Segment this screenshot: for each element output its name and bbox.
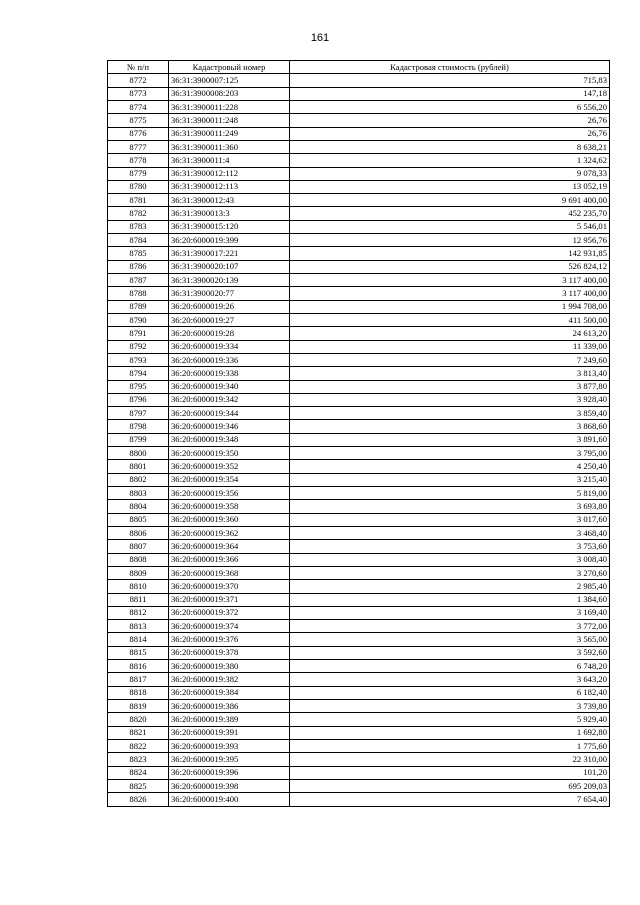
cadastral-number-cell: 36:20:6000019:396	[169, 766, 290, 779]
cadastral-value-cell: 7 654,40	[290, 793, 610, 806]
row-number-cell: 8779	[108, 167, 169, 180]
cadastral-value-cell: 3 117 400,00	[290, 274, 610, 287]
cadastral-value-cell: 8 638,21	[290, 140, 610, 153]
cadastral-number-cell: 36:20:6000019:399	[169, 234, 290, 247]
row-number-cell: 8811	[108, 593, 169, 606]
table-row	[108, 274, 610, 287]
row-number-cell: 8780	[108, 180, 169, 193]
table-row	[108, 74, 610, 87]
cadastral-number-cell: 36:20:6000019:366	[169, 553, 290, 566]
cadastral-value-cell: 7 249,60	[290, 353, 610, 366]
cadastral-number-cell: 36:31:3900012:112	[169, 167, 290, 180]
row-number-cell: 8826	[108, 793, 169, 806]
cadastral-number-cell: 36:20:6000019:346	[169, 420, 290, 433]
table-row	[108, 327, 610, 340]
cadastral-value-cell: 3 643,20	[290, 673, 610, 686]
cadastral-number-cell: 36:31:3900011:248	[169, 114, 290, 127]
row-number-cell: 8798	[108, 420, 169, 433]
row-number-cell: 8823	[108, 753, 169, 766]
cadastral-value-cell: 3 739,80	[290, 700, 610, 713]
cadastral-number-cell: 36:20:6000019:358	[169, 500, 290, 513]
table-row	[108, 407, 610, 420]
table-row	[108, 220, 610, 233]
row-number-cell: 8777	[108, 140, 169, 153]
table-row	[108, 393, 610, 406]
table-row	[108, 739, 610, 752]
row-number-cell: 8772	[108, 74, 169, 87]
cadastral-number-cell: 36:20:6000019:360	[169, 513, 290, 526]
cadastral-value-cell: 3 169,40	[290, 606, 610, 619]
cadastral-value-cell: 9 691 400,00	[290, 194, 610, 207]
cadastral-number-cell: 36:20:6000019:398	[169, 779, 290, 792]
row-number-cell: 8819	[108, 700, 169, 713]
cadastral-value-cell: 3 795,00	[290, 447, 610, 460]
cadastral-number-cell: 36:20:6000019:342	[169, 393, 290, 406]
cadastral-number-cell: 36:20:6000019:26	[169, 300, 290, 313]
table-row	[108, 713, 610, 726]
cadastral-number-cell: 36:20:6000019:376	[169, 633, 290, 646]
table-row	[108, 553, 610, 566]
cadastral-number-cell: 36:20:6000019:368	[169, 566, 290, 579]
cadastral-number-cell: 36:20:6000019:391	[169, 726, 290, 739]
table-row	[108, 540, 610, 553]
table-row	[108, 247, 610, 260]
row-number-cell: 8807	[108, 540, 169, 553]
cadastral-number-cell: 36:20:6000019:344	[169, 407, 290, 420]
table-row	[108, 380, 610, 393]
row-number-cell: 8804	[108, 500, 169, 513]
cadastral-value-cell: 3 928,40	[290, 393, 610, 406]
row-number-cell: 8813	[108, 620, 169, 633]
cadastral-value-cell: 3 565,00	[290, 633, 610, 646]
row-number-cell: 8825	[108, 779, 169, 792]
cadastral-value-cell: 24 613,20	[290, 327, 610, 340]
table-row	[108, 593, 610, 606]
row-number-cell: 8818	[108, 686, 169, 699]
cadastral-number-cell: 36:20:6000019:378	[169, 646, 290, 659]
row-number-cell: 8778	[108, 154, 169, 167]
cadastral-number-cell: 36:20:6000019:334	[169, 340, 290, 353]
cadastral-number-cell: 36:20:6000019:352	[169, 460, 290, 473]
table-row	[108, 433, 610, 446]
row-number-cell: 8808	[108, 553, 169, 566]
cadastral-number-cell: 36:31:3900020:139	[169, 274, 290, 287]
table-row	[108, 140, 610, 153]
cadastral-number-cell: 36:20:6000019:389	[169, 713, 290, 726]
cadastral-value-cell: 1 994 708,00	[290, 300, 610, 313]
table-row	[108, 500, 610, 513]
cadastral-value-cell: 715,83	[290, 74, 610, 87]
row-number-cell: 8797	[108, 407, 169, 420]
row-number-cell: 8816	[108, 660, 169, 673]
table-row	[108, 460, 610, 473]
cadastral-number-cell: 36:20:6000019:374	[169, 620, 290, 633]
table-row	[108, 766, 610, 779]
cadastral-value-cell: 26,76	[290, 127, 610, 140]
cadastral-number-cell: 36:31:3900012:43	[169, 194, 290, 207]
table-row	[108, 646, 610, 659]
table-row	[108, 167, 610, 180]
cadastral-number-cell: 36:20:6000019:362	[169, 526, 290, 539]
row-number-cell: 8776	[108, 127, 169, 140]
cadastral-number-cell: 36:20:6000019:370	[169, 580, 290, 593]
table-row	[108, 447, 610, 460]
cadastral-number-cell: 36:20:6000019:382	[169, 673, 290, 686]
row-number-cell: 8821	[108, 726, 169, 739]
row-number-cell: 8803	[108, 487, 169, 500]
row-number-cell: 8774	[108, 100, 169, 113]
cadastral-number-cell: 36:20:6000019:380	[169, 660, 290, 673]
cadastral-value-cell: 3 859,40	[290, 407, 610, 420]
cadastral-value-cell: 147,18	[290, 87, 610, 100]
table-row	[108, 580, 610, 593]
cadastral-number-cell: 36:20:6000019:27	[169, 313, 290, 326]
cadastral-value-cell: 3 008,40	[290, 553, 610, 566]
table-row	[108, 154, 610, 167]
header-cadastral-value: Кадастровая стоимость (рублей)	[290, 61, 610, 74]
cadastral-value-cell: 13 052,19	[290, 180, 610, 193]
cadastral-number-cell: 36:31:3900020:77	[169, 287, 290, 300]
cadastral-value-cell: 6 556,20	[290, 100, 610, 113]
row-number-cell: 8812	[108, 606, 169, 619]
row-number-cell: 8789	[108, 300, 169, 313]
cadastral-number-cell: 36:20:6000019:393	[169, 739, 290, 752]
table-row	[108, 779, 610, 792]
cadastral-value-cell: 695 209,03	[290, 779, 610, 792]
table-row	[108, 793, 610, 806]
cadastral-number-cell: 36:20:6000019:384	[169, 686, 290, 699]
cadastral-number-cell: 36:31:3900020:107	[169, 260, 290, 273]
cadastral-number-cell: 36:31:3900011:249	[169, 127, 290, 140]
row-number-cell: 8805	[108, 513, 169, 526]
cadastral-value-cell: 3 270,60	[290, 566, 610, 579]
table-row	[108, 207, 610, 220]
cadastral-value-cell: 452 235,70	[290, 207, 610, 220]
cadastral-value-cell: 3 813,40	[290, 367, 610, 380]
table-row	[108, 300, 610, 313]
header-cadastral-number: Кадастровый номер	[169, 61, 290, 74]
table-row	[108, 367, 610, 380]
cadastral-value-cell: 3 017,60	[290, 513, 610, 526]
table-row	[108, 353, 610, 366]
cadastral-number-cell: 36:20:6000019:340	[169, 380, 290, 393]
table-row	[108, 234, 610, 247]
cadastral-number-cell: 36:31:3900011:4	[169, 154, 290, 167]
cadastral-number-cell: 36:20:6000019:350	[169, 447, 290, 460]
row-number-cell: 8787	[108, 274, 169, 287]
cadastral-number-cell: 36:31:3900015:120	[169, 220, 290, 233]
cadastral-value-cell: 9 078,33	[290, 167, 610, 180]
cadastral-number-cell: 36:31:3900008:203	[169, 87, 290, 100]
cadastral-value-cell: 3 215,40	[290, 473, 610, 486]
table-row	[108, 753, 610, 766]
cadastral-number-cell: 36:20:6000019:395	[169, 753, 290, 766]
cadastral-number-cell: 36:31:3900011:228	[169, 100, 290, 113]
row-number-cell: 8775	[108, 114, 169, 127]
table-row	[108, 473, 610, 486]
table-row	[108, 340, 610, 353]
cadastral-number-cell: 36:31:3900012:113	[169, 180, 290, 193]
cadastral-value-cell: 22 310,00	[290, 753, 610, 766]
cadastral-number-cell: 36:20:6000019:354	[169, 473, 290, 486]
table-row	[108, 420, 610, 433]
cadastral-value-cell: 12 956,76	[290, 234, 610, 247]
row-number-cell: 8793	[108, 353, 169, 366]
cadastral-value-cell: 4 250,40	[290, 460, 610, 473]
table-row	[108, 313, 610, 326]
row-number-cell: 8796	[108, 393, 169, 406]
table-row	[108, 194, 610, 207]
row-number-cell: 8810	[108, 580, 169, 593]
table-row	[108, 287, 610, 300]
cadastral-value-cell: 3 891,60	[290, 433, 610, 446]
cadastral-value-cell: 3 868,60	[290, 420, 610, 433]
row-number-cell: 8782	[108, 207, 169, 220]
row-number-cell: 8817	[108, 673, 169, 686]
table-row	[108, 606, 610, 619]
cadastral-value-cell: 3 877,80	[290, 380, 610, 393]
row-number-cell: 8783	[108, 220, 169, 233]
table-row	[108, 686, 610, 699]
row-number-cell: 8795	[108, 380, 169, 393]
cadastral-value-cell: 5 929,40	[290, 713, 610, 726]
table-row	[108, 726, 610, 739]
row-number-cell: 8806	[108, 526, 169, 539]
cadastral-value-cell: 1 384,60	[290, 593, 610, 606]
row-number-cell: 8800	[108, 447, 169, 460]
table-row	[108, 673, 610, 686]
cadastral-number-cell: 36:20:6000019:364	[169, 540, 290, 553]
table-row	[108, 260, 610, 273]
cadastral-value-cell: 3 592,60	[290, 646, 610, 659]
cadastral-number-cell: 36:20:6000019:372	[169, 606, 290, 619]
cadastral-value-cell: 26,76	[290, 114, 610, 127]
cadastral-value-cell: 1 775,60	[290, 739, 610, 752]
row-number-cell: 8815	[108, 646, 169, 659]
page-number: 161	[310, 32, 330, 44]
row-number-cell: 8794	[108, 367, 169, 380]
cadastral-number-cell: 36:20:6000019:356	[169, 487, 290, 500]
table-row	[108, 100, 610, 113]
cadastral-number-cell: 36:20:6000019:348	[169, 433, 290, 446]
cadastral-value-cell: 3 117 400,00	[290, 287, 610, 300]
table-row	[108, 633, 610, 646]
cadastral-number-cell: 36:20:6000019:338	[169, 367, 290, 380]
cadastral-number-cell: 36:31:3900017:221	[169, 247, 290, 260]
row-number-cell: 8822	[108, 739, 169, 752]
cadastral-value-cell: 411 500,00	[290, 313, 610, 326]
table-body	[108, 74, 610, 806]
row-number-cell: 8792	[108, 340, 169, 353]
cadastral-value-cell: 1 692,80	[290, 726, 610, 739]
row-number-cell: 8784	[108, 234, 169, 247]
row-number-cell: 8790	[108, 313, 169, 326]
row-number-cell: 8814	[108, 633, 169, 646]
cadastral-number-cell: 36:20:6000019:336	[169, 353, 290, 366]
cadastral-value-cell: 2 985,40	[290, 580, 610, 593]
row-number-cell: 8791	[108, 327, 169, 340]
cadastral-value-cell: 5 819,00	[290, 487, 610, 500]
cadastral-value-table	[107, 60, 610, 807]
cadastral-number-cell: 36:20:6000019:28	[169, 327, 290, 340]
header-row-number: № п/п	[108, 61, 169, 74]
table-row	[108, 180, 610, 193]
row-number-cell: 8785	[108, 247, 169, 260]
table-row	[108, 620, 610, 633]
row-number-cell: 8786	[108, 260, 169, 273]
cadastral-number-cell: 36:20:6000019:400	[169, 793, 290, 806]
cadastral-number-cell: 36:31:3900013:3	[169, 207, 290, 220]
cadastral-value-cell: 11 339,00	[290, 340, 610, 353]
row-number-cell: 8809	[108, 566, 169, 579]
row-number-cell: 8788	[108, 287, 169, 300]
table-row	[108, 660, 610, 673]
cadastral-value-cell: 1 324,62	[290, 154, 610, 167]
row-number-cell: 8773	[108, 87, 169, 100]
cadastral-value-cell: 101,20	[290, 766, 610, 779]
row-number-cell: 8781	[108, 194, 169, 207]
cadastral-value-cell: 6 182,40	[290, 686, 610, 699]
cadastral-value-cell: 142 931,85	[290, 247, 610, 260]
cadastral-value-cell: 5 546,01	[290, 220, 610, 233]
table-header-row	[108, 61, 610, 74]
cadastral-number-cell: 36:20:6000019:386	[169, 700, 290, 713]
table-row	[108, 127, 610, 140]
cadastral-value-cell: 526 824,12	[290, 260, 610, 273]
row-number-cell: 8802	[108, 473, 169, 486]
cadastral-value-cell: 3 468,40	[290, 526, 610, 539]
cadastral-value-cell: 3 693,80	[290, 500, 610, 513]
cadastral-value-cell: 3 753,60	[290, 540, 610, 553]
table-row	[108, 487, 610, 500]
table-row	[108, 566, 610, 579]
cadastral-number-cell: 36:31:3900011:360	[169, 140, 290, 153]
row-number-cell: 8824	[108, 766, 169, 779]
cadastral-number-cell: 36:20:6000019:371	[169, 593, 290, 606]
table-row	[108, 513, 610, 526]
cadastral-number-cell: 36:31:3900007:125	[169, 74, 290, 87]
cadastral-value-cell: 6 748,20	[290, 660, 610, 673]
table-row	[108, 700, 610, 713]
row-number-cell: 8799	[108, 433, 169, 446]
table-row	[108, 87, 610, 100]
row-number-cell: 8820	[108, 713, 169, 726]
row-number-cell: 8801	[108, 460, 169, 473]
cadastral-value-cell: 3 772,00	[290, 620, 610, 633]
table-row	[108, 526, 610, 539]
table-row	[108, 114, 610, 127]
